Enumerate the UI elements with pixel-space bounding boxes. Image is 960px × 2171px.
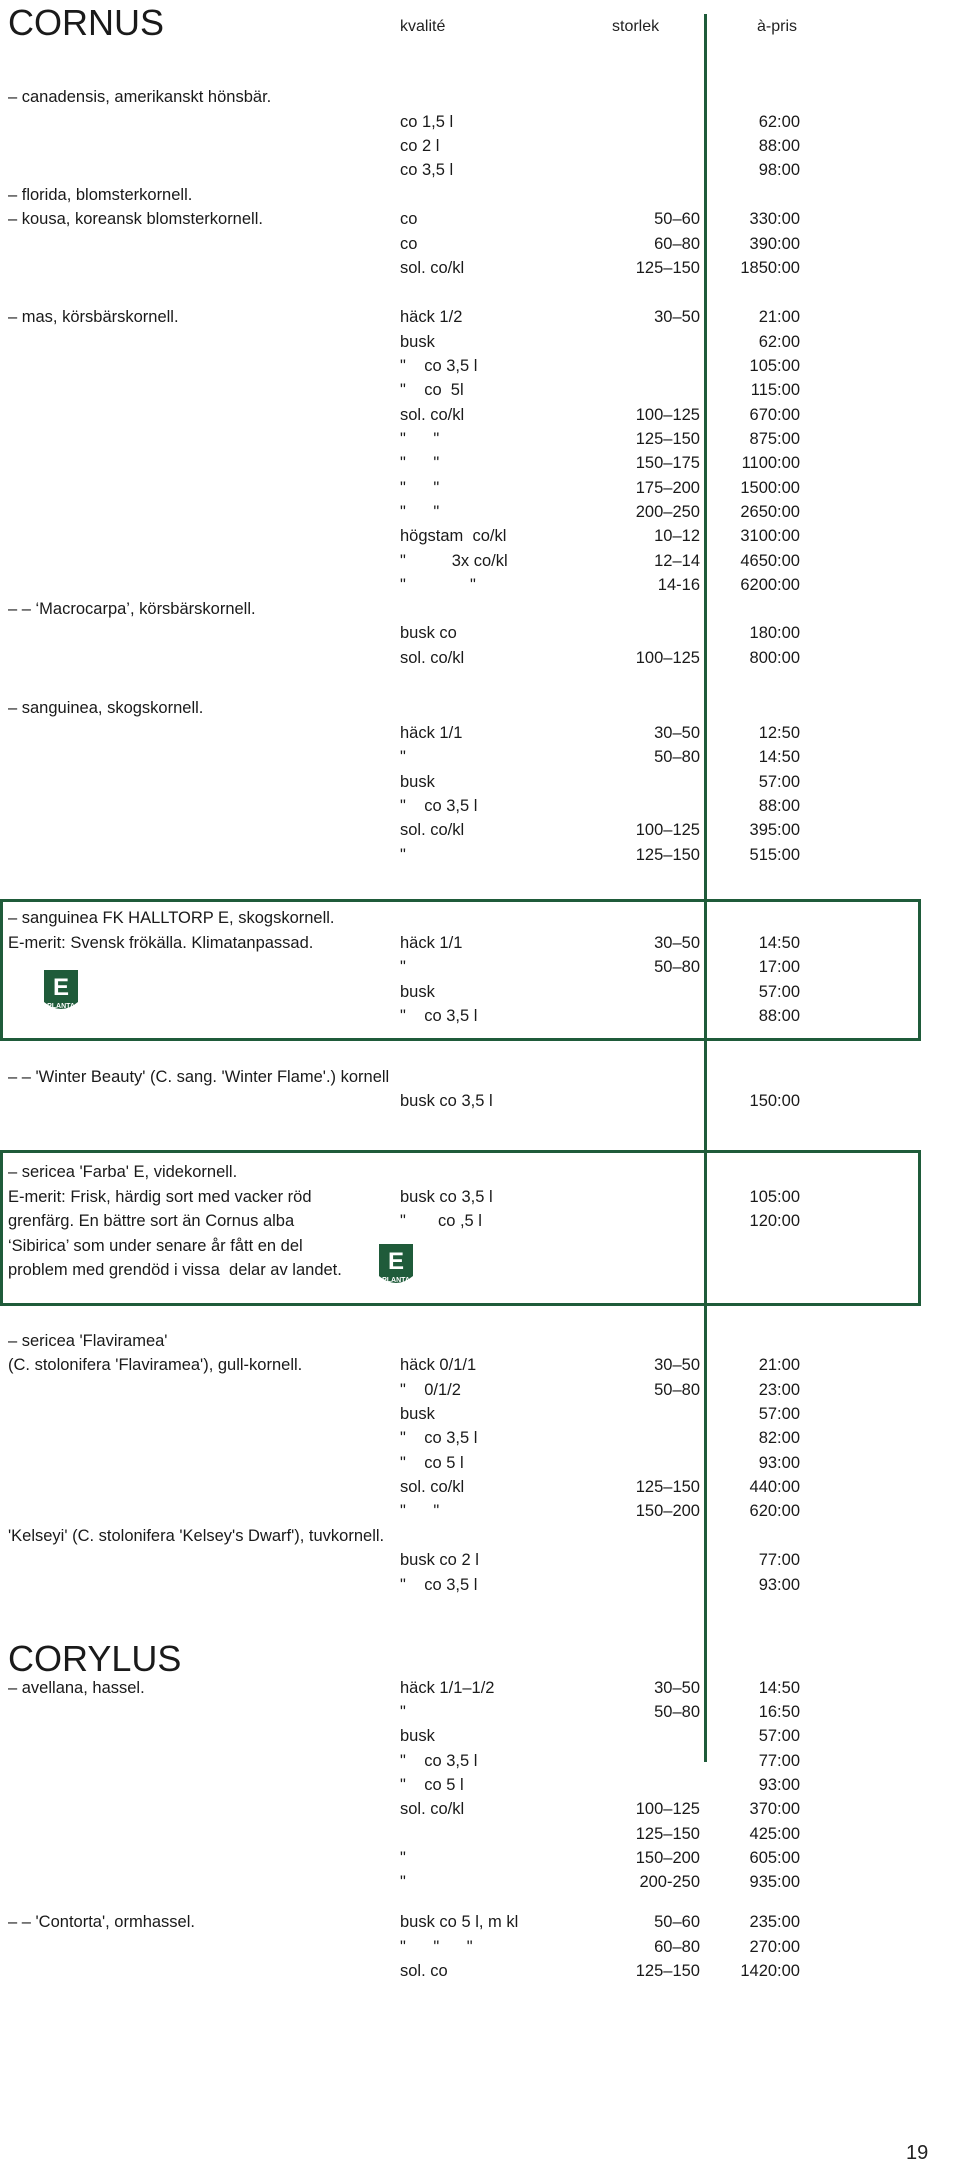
quality-cell: " co 3,5 l [400,1576,478,1594]
quality-cell: " " [400,576,476,594]
quality-cell: " 0/1/2 [400,1381,461,1399]
price-cell: 57:00 [758,1727,800,1745]
size-cell: 125–150 [635,1825,700,1843]
plant-name: – canadensis, amerikanskt hönsbär. [8,88,272,106]
price-cell: 105:00 [749,357,800,375]
price-cell: 515:00 [749,846,800,864]
quality-cell: " [400,958,406,976]
plant-name: (C. stolonifera 'Flaviramea'), gull-kornell. [8,1356,303,1374]
quality-cell: sol. co [400,1962,448,1980]
size-cell: 175–200 [635,479,700,497]
quality-cell: co 3,5 l [400,161,454,179]
price-cell: 2650:00 [740,503,800,521]
size-cell: 50–80 [654,1703,700,1721]
quality-cell: co 1,5 l [400,113,454,131]
plant-name: – florida, blomsterkornell. [8,186,193,204]
quality-cell: häck 1/1 [400,724,463,742]
quality-cell: " " [400,503,440,521]
header-size: storlek [612,18,660,35]
price-cell: 1420:00 [740,1962,800,1980]
quality-cell: busk [400,1727,435,1745]
price-cell: 3100:00 [740,527,800,545]
size-cell: 50–60 [654,210,700,228]
size-cell: 50–80 [654,958,700,976]
size-cell: 14-16 [657,576,700,594]
size-cell: 200–250 [635,503,700,521]
price-cell: 62:00 [758,333,800,351]
quality-cell: busk co 2 l [400,1551,479,1569]
price-cell: 605:00 [749,1849,800,1867]
price-cell: 93:00 [758,1576,800,1594]
plant-name: – avellana, hassel. [8,1679,145,1697]
size-cell: 100–125 [635,649,700,667]
quality-cell: sol. co/kl [400,259,465,277]
price-cell: 120:00 [749,1212,800,1230]
size-cell: 60–80 [654,1938,700,1956]
logo-word: PLANTA [47,1003,75,1010]
quality-cell: " " [400,479,440,497]
price-cell: 1500:00 [740,479,800,497]
price-cell: 800:00 [749,649,800,667]
price-cell: 620:00 [749,1502,800,1520]
price-cell: 77:00 [758,1551,800,1569]
quality-cell: högstam co/kl [400,527,507,545]
price-cell: 17:00 [758,958,800,976]
size-cell: 50–60 [654,1913,700,1931]
size-cell: 30–50 [654,1356,700,1374]
quality-cell: häck 1/1–1/2 [400,1679,495,1697]
quality-cell: sol. co/kl [400,649,465,667]
size-cell: 100–125 [635,406,700,424]
plant-name: – sanguinea FK HALLTORP E, skogskornell. [8,909,335,927]
quality-cell: " [400,1703,406,1721]
size-cell: 150–175 [635,454,700,472]
e-planta-logo [375,1242,417,1290]
plant-name: – sanguinea, skogskornell. [8,699,204,717]
plant-name: E-merit: Frisk, härdig sort med vacker röd [8,1188,312,1206]
size-cell: 125–150 [635,430,700,448]
quality-cell: co 2 l [400,137,440,155]
page-number: 19 [906,2142,929,2164]
price-cell: 98:00 [758,161,800,179]
quality-cell: " co 3,5 l [400,1007,478,1025]
column-divider [704,14,707,1762]
price-cell: 150:00 [749,1092,800,1110]
quality-cell: co [400,210,418,228]
quality-cell: sol. co/kl [400,1800,465,1818]
plant-name: – – 'Contorta', ormhassel. [8,1913,195,1931]
quality-cell: sol. co/kl [400,821,465,839]
genus-heading: CORYLUS [8,1638,182,1679]
price-cell: 82:00 [758,1429,800,1447]
price-cell: 330:00 [749,210,800,228]
size-cell: 50–80 [654,748,700,766]
size-cell: 12–14 [654,552,700,570]
size-cell: 125–150 [635,1478,700,1496]
quality-cell: " co 3,5 l [400,357,478,375]
price-cell: 88:00 [758,137,800,155]
quality-cell: busk co 3,5 l [400,1092,493,1110]
genus-heading: CORNUS [8,2,165,43]
price-cell: 23:00 [758,1381,800,1399]
price-cell: 77:00 [758,1752,800,1770]
price-cell: 395:00 [749,821,800,839]
quality-cell: " [400,1873,406,1891]
price-cell: 16:50 [758,1703,800,1721]
quality-cell: häck 1/2 [400,308,463,326]
plant-name: grenfärg. En bättre sort än Cornus alba [8,1212,295,1230]
price-cell: 1850:00 [740,259,800,277]
price-cell: 88:00 [758,797,800,815]
header-price: à-pris [757,18,798,35]
plant-name: 'Kelseyi' (C. stolonifera 'Kelsey's Dwarf'), tuvkornell. [8,1527,385,1545]
quality-cell: busk co 3,5 l [400,1188,493,1206]
price-cell: 390:00 [749,235,800,253]
quality-cell: " co 5l [400,381,464,399]
size-cell: 30–50 [654,934,700,952]
size-cell: 30–50 [654,1679,700,1697]
price-cell: 115:00 [750,381,800,399]
plant-name: – mas, körsbärskornell. [8,308,179,326]
size-cell: 150–200 [635,1502,700,1520]
quality-cell: " " [400,454,440,472]
size-cell: 100–125 [635,1800,700,1818]
quality-cell: busk [400,773,435,791]
size-cell: 125–150 [635,259,700,277]
quality-cell: häck 1/1 [400,934,463,952]
quality-cell: " [400,1849,406,1867]
plant-name: – sericea 'Flaviramea' [8,1332,168,1350]
size-cell: 60–80 [654,235,700,253]
price-cell: 6200:00 [740,576,800,594]
quality-cell: co [400,235,418,253]
price-cell: 93:00 [758,1776,800,1794]
price-cell: 12:50 [758,724,800,742]
quality-cell: " co 3,5 l [400,797,478,815]
e-planta-logo [40,968,82,1016]
quality-cell: " " [400,430,440,448]
price-cell: 62:00 [758,113,800,131]
price-cell: 57:00 [758,1405,800,1423]
size-cell: 30–50 [654,724,700,742]
price-cell: 88:00 [758,1007,800,1025]
size-cell: 50–80 [654,1381,700,1399]
logo-letter: E [387,1248,405,1275]
quality-cell: " " " [400,1938,473,1956]
price-cell: 57:00 [758,983,800,1001]
quality-cell: " [400,846,406,864]
price-cell: 105:00 [749,1188,800,1206]
header-quality: kvalité [400,18,446,35]
size-cell: 125–150 [635,846,700,864]
price-cell: 14:50 [758,934,800,952]
size-cell: 100–125 [635,821,700,839]
price-cell: 370:00 [749,1800,800,1818]
price-cell: 14:50 [758,748,800,766]
size-cell: 10–12 [654,527,700,545]
size-cell: 200-250 [639,1873,700,1891]
quality-cell: busk [400,1405,435,1423]
size-cell: 125–150 [635,1962,700,1980]
price-cell: 1100:00 [741,454,800,472]
price-cell: 14:50 [758,1679,800,1697]
quality-cell: sol. co/kl [400,1478,465,1496]
price-cell: 425:00 [749,1825,800,1843]
price-cell: 670:00 [749,406,800,424]
logo-word: PLANTA [382,1277,410,1284]
plant-name: ‘Sibirica’ som under senare år fått en del [8,1237,303,1255]
quality-cell: " 3x co/kl [400,552,508,570]
plant-name: problem med grendöd i vissa delar av landet. [8,1261,342,1279]
quality-cell: busk [400,333,435,351]
price-cell: 875:00 [749,430,800,448]
price-cell: 180:00 [749,624,800,642]
plant-name: – – 'Winter Beauty' (C. sang. 'Winter Flame'.) kornell [8,1068,390,1086]
size-cell: 30–50 [654,308,700,326]
size-cell: 150–200 [635,1849,700,1867]
logo-letter: E [52,974,70,1001]
quality-cell: " co 3,5 l [400,1752,478,1770]
plant-name: – – ‘Macrocarpa’, körsbärskornell. [8,600,256,618]
price-cell: 57:00 [758,773,800,791]
quality-cell: " " [400,1502,440,1520]
price-cell: 4650:00 [740,552,800,570]
quality-cell: " co 5 l [400,1776,464,1794]
plant-name: – kousa, koreansk blomsterkornell. [8,210,263,228]
quality-cell: " co 5 l [400,1454,464,1472]
price-cell: 935:00 [749,1873,800,1891]
quality-cell: " co 3,5 l [400,1429,478,1447]
quality-cell: busk [400,983,435,1001]
quality-cell: busk co [400,624,457,642]
price-cell: 270:00 [749,1938,800,1956]
plant-name: – sericea 'Farba' E, videkornell. [8,1163,238,1181]
price-cell: 21:00 [758,1356,800,1374]
price-cell: 235:00 [749,1913,800,1931]
price-cell: 440:00 [749,1478,800,1496]
plant-name: E-merit: Svensk frökälla. Klimatanpassad. [8,934,314,952]
price-cell: 93:00 [758,1454,800,1472]
quality-cell: " [400,748,406,766]
price-cell: 21:00 [758,308,800,326]
quality-cell: " co ,5 l [400,1212,482,1230]
quality-cell: häck 0/1/1 [400,1356,477,1374]
quality-cell: sol. co/kl [400,406,465,424]
quality-cell: busk co 5 l, m kl [400,1913,519,1931]
